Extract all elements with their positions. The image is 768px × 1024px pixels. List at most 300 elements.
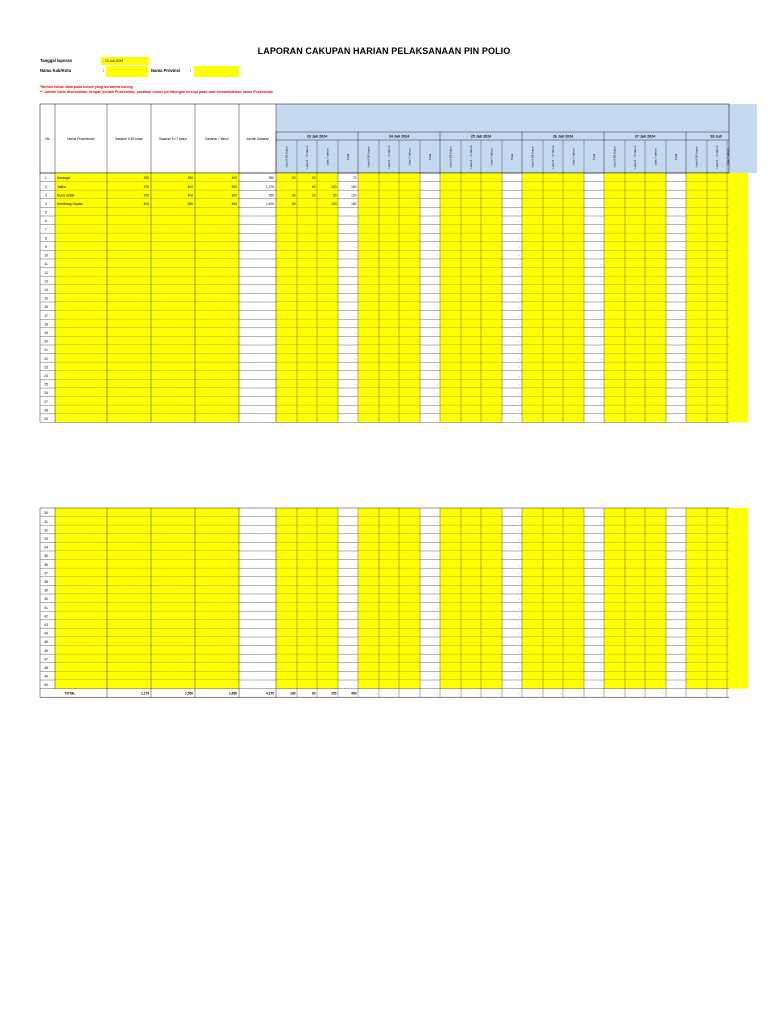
daily-input-cell[interactable] <box>276 551 297 560</box>
daily-input-cell[interactable] <box>707 242 727 251</box>
input-cells[interactable] <box>55 628 239 637</box>
daily-input-cell[interactable] <box>522 611 543 620</box>
daily-input-cell[interactable] <box>604 388 625 397</box>
input-cells[interactable] <box>55 371 239 380</box>
daily-input-cell[interactable] <box>686 173 707 182</box>
daily-input-cell[interactable] <box>379 371 399 380</box>
daily-input-cell[interactable] <box>461 405 481 414</box>
daily-input-cell[interactable] <box>461 551 481 560</box>
daily-input-cell[interactable] <box>481 293 502 302</box>
daily-input-cell[interactable] <box>707 646 727 655</box>
daily-input-cell[interactable] <box>645 225 666 234</box>
daily-input-cell[interactable] <box>297 611 317 620</box>
daily-input-cell[interactable] <box>276 268 297 277</box>
daily-input-cell[interactable] <box>297 328 317 337</box>
daily-input-cell[interactable] <box>440 285 461 294</box>
daily-input-cell[interactable] <box>522 311 543 320</box>
daily-input-cell[interactable] <box>727 568 748 577</box>
daily-input-cell[interactable] <box>481 259 502 268</box>
daily-input-cell[interactable] <box>563 508 584 517</box>
daily-input-cell[interactable] <box>522 663 543 672</box>
daily-input-cell[interactable] <box>625 182 645 191</box>
daily-input-cell[interactable] <box>276 680 297 689</box>
daily-input-cell[interactable] <box>399 620 420 629</box>
daily-input-cell[interactable] <box>645 190 666 199</box>
daily-input-cell[interactable] <box>686 233 707 242</box>
daily-input-cell[interactable] <box>379 362 399 371</box>
daily-input-cell[interactable] <box>727 216 748 225</box>
daily-input-cell[interactable] <box>604 542 625 551</box>
daily-input-cell[interactable] <box>399 654 420 663</box>
input-cells[interactable] <box>55 637 239 646</box>
daily-input-cell[interactable] <box>399 173 420 182</box>
daily-input-cell[interactable] <box>297 680 317 689</box>
daily-input-cell[interactable] <box>727 542 748 551</box>
daily-input-cell[interactable] <box>707 345 727 354</box>
daily-input-cell[interactable] <box>317 328 338 337</box>
input-cells[interactable] <box>55 388 239 397</box>
daily-input-cell[interactable] <box>543 242 563 251</box>
input-cells[interactable] <box>55 336 239 345</box>
daily-input-cell[interactable] <box>276 242 297 251</box>
daily-input-cell[interactable] <box>399 362 420 371</box>
daily-input-cell[interactable] <box>686 414 707 423</box>
daily-input-cell[interactable] <box>317 311 338 320</box>
input-cells[interactable] <box>55 285 239 294</box>
daily-input-cell[interactable] <box>481 585 502 594</box>
daily-input-cell[interactable] <box>727 293 748 302</box>
daily-input-cell[interactable] <box>399 680 420 689</box>
daily-input-cell[interactable] <box>686 405 707 414</box>
daily-input-cell[interactable] <box>461 646 481 655</box>
daily-input-cell[interactable] <box>379 173 399 182</box>
daily-input-cell[interactable] <box>440 560 461 569</box>
daily-input-cell[interactable] <box>604 671 625 680</box>
daily-input-cell[interactable] <box>707 671 727 680</box>
daily-input-cell[interactable] <box>481 199 502 208</box>
daily-input-cell[interactable] <box>543 534 563 543</box>
daily-input-cell[interactable] <box>317 646 338 655</box>
daily-input-cell[interactable] <box>522 276 543 285</box>
daily-input-cell[interactable] <box>379 560 399 569</box>
daily-input-cell[interactable] <box>522 293 543 302</box>
daily-input-cell[interactable] <box>563 173 584 182</box>
daily-input-cell[interactable] <box>317 594 338 603</box>
daily-input-cell[interactable] <box>276 542 297 551</box>
daily-input-cell[interactable] <box>379 259 399 268</box>
daily-input-cell[interactable] <box>461 242 481 251</box>
daily-input-cell[interactable] <box>563 354 584 363</box>
daily-input-cell[interactable] <box>276 276 297 285</box>
daily-input-cell[interactable] <box>317 354 338 363</box>
daily-input-cell[interactable] <box>481 302 502 311</box>
daily-input-cell[interactable] <box>563 182 584 191</box>
daily-input-cell[interactable] <box>522 207 543 216</box>
daily-input-cell[interactable] <box>440 637 461 646</box>
daily-input-cell[interactable] <box>604 268 625 277</box>
daily-input-cell[interactable] <box>379 508 399 517</box>
daily-input-cell[interactable] <box>727 654 748 663</box>
daily-input-cell[interactable] <box>645 620 666 629</box>
daily-input-cell[interactable] <box>379 637 399 646</box>
daily-input-cell[interactable] <box>727 225 748 234</box>
daily-input-cell[interactable] <box>686 397 707 406</box>
daily-input-cell[interactable] <box>440 594 461 603</box>
daily-input-cell[interactable] <box>481 525 502 534</box>
daily-input-cell[interactable] <box>543 508 563 517</box>
daily-input-cell[interactable] <box>358 336 379 345</box>
daily-input-cell[interactable] <box>625 242 645 251</box>
input-cells[interactable] <box>55 345 239 354</box>
daily-input-cell[interactable] <box>399 268 420 277</box>
daily-input-cell[interactable] <box>358 663 379 672</box>
daily-input-cell[interactable] <box>276 517 297 526</box>
daily-input-cell[interactable] <box>399 663 420 672</box>
daily-input-cell[interactable] <box>543 517 563 526</box>
daily-input-cell[interactable] <box>727 397 748 406</box>
daily-input-cell[interactable] <box>707 525 727 534</box>
daily-input-cell[interactable] <box>276 646 297 655</box>
daily-input-cell[interactable] <box>727 637 748 646</box>
daily-input-cell[interactable] <box>645 680 666 689</box>
daily-input-cell[interactable] <box>625 611 645 620</box>
daily-input-cell[interactable] <box>297 242 317 251</box>
daily-input-cell[interactable] <box>399 216 420 225</box>
daily-input-cell[interactable] <box>686 250 707 259</box>
daily-input-cell[interactable] <box>727 199 748 208</box>
input-cells[interactable] <box>55 242 239 251</box>
daily-input-cell[interactable] <box>461 302 481 311</box>
daily-input-cell[interactable] <box>317 336 338 345</box>
daily-input-cell[interactable] <box>604 242 625 251</box>
daily-input-cell[interactable] <box>297 637 317 646</box>
daily-input-cell[interactable] <box>379 654 399 663</box>
daily-input-cell[interactable] <box>297 551 317 560</box>
daily-input-cell[interactable] <box>543 414 563 423</box>
daily-input-cell[interactable] <box>461 568 481 577</box>
input-cells[interactable] <box>55 302 239 311</box>
daily-input-cell[interactable] <box>461 354 481 363</box>
daily-input-cell[interactable] <box>707 207 727 216</box>
daily-input-cell[interactable] <box>297 276 317 285</box>
daily-input-cell[interactable] <box>563 671 584 680</box>
input-cells[interactable] <box>55 259 239 268</box>
daily-input-cell[interactable] <box>707 568 727 577</box>
daily-input-cell[interactable] <box>317 293 338 302</box>
daily-input-cell[interactable] <box>379 319 399 328</box>
daily-input-cell[interactable] <box>379 302 399 311</box>
daily-input-cell[interactable] <box>563 594 584 603</box>
daily-input-cell[interactable] <box>645 414 666 423</box>
daily-input-cell[interactable] <box>522 585 543 594</box>
input-cells[interactable] <box>55 311 239 320</box>
daily-input-cell[interactable] <box>276 379 297 388</box>
daily-input-cell[interactable] <box>625 680 645 689</box>
daily-input-cell[interactable] <box>625 517 645 526</box>
daily-input-cell[interactable] <box>645 216 666 225</box>
daily-input-cell[interactable] <box>481 319 502 328</box>
daily-input-cell[interactable] <box>543 603 563 612</box>
daily-input-cell[interactable] <box>481 560 502 569</box>
daily-input-cell[interactable] <box>645 336 666 345</box>
daily-input-cell[interactable] <box>358 568 379 577</box>
daily-input-cell[interactable] <box>379 646 399 655</box>
daily-input-cell[interactable] <box>297 577 317 586</box>
daily-input-cell[interactable] <box>461 207 481 216</box>
daily-input-cell[interactable] <box>276 414 297 423</box>
daily-input-cell[interactable] <box>686 611 707 620</box>
daily-input-cell[interactable] <box>543 637 563 646</box>
daily-input-cell[interactable] <box>461 190 481 199</box>
daily-input-cell[interactable] <box>358 190 379 199</box>
daily-input-cell[interactable] <box>461 285 481 294</box>
daily-input-cell[interactable] <box>707 225 727 234</box>
daily-input-cell[interactable] <box>522 594 543 603</box>
daily-input-cell[interactable] <box>481 354 502 363</box>
daily-input-cell[interactable] <box>543 388 563 397</box>
daily-input-cell[interactable] <box>645 388 666 397</box>
daily-input-cell[interactable] <box>358 525 379 534</box>
daily-input-cell[interactable] <box>440 173 461 182</box>
daily-input-cell[interactable] <box>604 207 625 216</box>
daily-input-cell[interactable] <box>440 585 461 594</box>
daily-input-cell[interactable] <box>461 216 481 225</box>
daily-input-cell[interactable] <box>522 336 543 345</box>
daily-input-cell[interactable] <box>399 577 420 586</box>
daily-input-cell[interactable] <box>563 311 584 320</box>
daily-input-cell[interactable] <box>686 620 707 629</box>
input-cells[interactable] <box>55 405 239 414</box>
daily-input-cell[interactable] <box>358 268 379 277</box>
daily-input-cell[interactable] <box>440 551 461 560</box>
daily-input-cell[interactable] <box>563 362 584 371</box>
daily-input-cell[interactable] <box>604 628 625 637</box>
daily-input-cell[interactable] <box>625 414 645 423</box>
daily-input-cell[interactable] <box>481 551 502 560</box>
daily-input-cell[interactable] <box>358 362 379 371</box>
input-cells[interactable] <box>55 611 239 620</box>
daily-input-cell[interactable] <box>481 233 502 242</box>
daily-input-cell[interactable] <box>543 225 563 234</box>
daily-input-cell[interactable] <box>317 216 338 225</box>
daily-input-cell[interactable] <box>625 654 645 663</box>
daily-input-cell[interactable] <box>481 637 502 646</box>
daily-input-cell[interactable] <box>317 250 338 259</box>
daily-input-cell[interactable] <box>604 371 625 380</box>
daily-input-cell[interactable] <box>686 268 707 277</box>
daily-input-cell[interactable] <box>440 680 461 689</box>
daily-input-cell[interactable] <box>645 173 666 182</box>
daily-input-cell[interactable] <box>276 345 297 354</box>
daily-input-cell[interactable] <box>645 311 666 320</box>
daily-input-cell[interactable] <box>563 585 584 594</box>
daily-input-cell[interactable] <box>481 517 502 526</box>
daily-input-cell[interactable] <box>604 233 625 242</box>
daily-input-cell[interactable] <box>276 285 297 294</box>
daily-input-cell[interactable] <box>625 216 645 225</box>
daily-input-cell[interactable] <box>645 654 666 663</box>
daily-input-cell[interactable] <box>481 594 502 603</box>
input-cells[interactable] <box>55 551 239 560</box>
input-cells[interactable] <box>55 534 239 543</box>
daily-input-cell[interactable] <box>461 362 481 371</box>
daily-input-cell[interactable] <box>379 285 399 294</box>
daily-input-cell[interactable] <box>707 405 727 414</box>
daily-input-cell[interactable] <box>399 405 420 414</box>
input-cells[interactable] <box>55 663 239 672</box>
daily-input-cell[interactable] <box>276 397 297 406</box>
daily-input-cell[interactable] <box>440 207 461 216</box>
input-cells[interactable] <box>55 517 239 526</box>
daily-input-cell[interactable] <box>399 388 420 397</box>
daily-input-cell[interactable] <box>604 517 625 526</box>
daily-input-cell[interactable] <box>358 414 379 423</box>
daily-input-cell[interactable] <box>276 628 297 637</box>
daily-input-cell[interactable] <box>399 259 420 268</box>
daily-input-cell[interactable] <box>276 568 297 577</box>
daily-input-cell[interactable] <box>522 259 543 268</box>
daily-input-cell[interactable] <box>686 663 707 672</box>
daily-input-cell[interactable] <box>358 259 379 268</box>
daily-input-cell[interactable] <box>522 190 543 199</box>
daily-input-cell[interactable] <box>707 199 727 208</box>
daily-input-cell[interactable] <box>522 345 543 354</box>
daily-input-cell[interactable] <box>522 397 543 406</box>
input-cells[interactable] <box>55 354 239 363</box>
daily-input-cell[interactable] <box>686 577 707 586</box>
daily-input-cell[interactable] <box>686 302 707 311</box>
daily-input-cell[interactable] <box>522 551 543 560</box>
daily-input-cell[interactable] <box>563 525 584 534</box>
daily-input-cell[interactable] <box>440 508 461 517</box>
daily-input-cell[interactable] <box>379 268 399 277</box>
daily-input-cell[interactable] <box>625 560 645 569</box>
daily-input-cell[interactable] <box>481 405 502 414</box>
daily-input-cell[interactable] <box>481 285 502 294</box>
daily-input-cell[interactable] <box>707 397 727 406</box>
daily-input-cell[interactable] <box>440 525 461 534</box>
daily-input-cell[interactable] <box>727 336 748 345</box>
daily-input-cell[interactable] <box>645 293 666 302</box>
daily-input-cell[interactable] <box>604 302 625 311</box>
daily-input-cell[interactable] <box>543 328 563 337</box>
daily-input-cell[interactable] <box>625 525 645 534</box>
daily-input-cell[interactable] <box>379 585 399 594</box>
daily-input-cell[interactable] <box>543 216 563 225</box>
daily-input-cell[interactable] <box>399 250 420 259</box>
daily-input-cell[interactable] <box>399 379 420 388</box>
daily-input-cell[interactable] <box>543 594 563 603</box>
daily-input-cell[interactable] <box>461 637 481 646</box>
daily-input-cell[interactable] <box>604 199 625 208</box>
daily-input-cell[interactable] <box>317 242 338 251</box>
input-cells[interactable] <box>55 603 239 612</box>
daily-input-cell[interactable] <box>440 225 461 234</box>
daily-input-cell[interactable] <box>686 371 707 380</box>
daily-input-cell[interactable] <box>358 173 379 182</box>
daily-input-cell[interactable] <box>379 250 399 259</box>
daily-input-cell[interactable] <box>604 560 625 569</box>
daily-input-cell[interactable] <box>686 216 707 225</box>
input-cells[interactable] <box>55 508 239 517</box>
daily-input-cell[interactable] <box>727 414 748 423</box>
daily-input-cell[interactable] <box>297 628 317 637</box>
daily-input-cell[interactable] <box>276 311 297 320</box>
daily-input-cell[interactable] <box>297 405 317 414</box>
daily-input-cell[interactable] <box>358 276 379 285</box>
daily-input-cell[interactable] <box>276 371 297 380</box>
daily-input-cell[interactable] <box>707 560 727 569</box>
daily-input-cell[interactable] <box>317 611 338 620</box>
daily-input-cell[interactable] <box>481 671 502 680</box>
daily-input-cell[interactable] <box>563 216 584 225</box>
daily-input-cell[interactable] <box>563 319 584 328</box>
daily-input-cell[interactable] <box>481 680 502 689</box>
input-cells[interactable] <box>55 568 239 577</box>
daily-input-cell[interactable] <box>522 517 543 526</box>
daily-input-cell[interactable] <box>727 371 748 380</box>
daily-input-cell[interactable] <box>707 233 727 242</box>
input-cells[interactable] <box>55 207 239 216</box>
daily-input-cell[interactable] <box>543 371 563 380</box>
daily-input-cell[interactable] <box>645 285 666 294</box>
daily-input-cell[interactable] <box>379 233 399 242</box>
daily-input-cell[interactable] <box>461 517 481 526</box>
daily-input-cell[interactable] <box>358 637 379 646</box>
daily-input-cell[interactable] <box>481 620 502 629</box>
daily-input-cell[interactable] <box>461 328 481 337</box>
daily-input-cell[interactable] <box>317 680 338 689</box>
daily-input-cell[interactable] <box>317 560 338 569</box>
daily-input-cell[interactable] <box>625 199 645 208</box>
daily-input-cell[interactable] <box>645 362 666 371</box>
daily-input-cell[interactable] <box>276 388 297 397</box>
daily-input-cell[interactable] <box>522 319 543 328</box>
daily-input-cell[interactable] <box>604 525 625 534</box>
daily-input-cell[interactable] <box>604 311 625 320</box>
daily-input-cell[interactable] <box>543 551 563 560</box>
daily-input-cell[interactable] <box>276 585 297 594</box>
daily-input-cell[interactable] <box>317 371 338 380</box>
daily-input-cell[interactable] <box>522 405 543 414</box>
daily-input-cell[interactable] <box>707 388 727 397</box>
daily-input-cell[interactable] <box>276 233 297 242</box>
daily-input-cell[interactable] <box>625 362 645 371</box>
daily-input-cell[interactable] <box>317 577 338 586</box>
daily-input-cell[interactable] <box>317 517 338 526</box>
daily-input-cell[interactable] <box>686 276 707 285</box>
daily-input-cell[interactable] <box>461 199 481 208</box>
daily-input-cell[interactable] <box>604 276 625 285</box>
daily-input-cell[interactable] <box>727 362 748 371</box>
daily-input-cell[interactable] <box>358 671 379 680</box>
daily-input-cell[interactable] <box>276 637 297 646</box>
daily-input-cell[interactable] <box>440 216 461 225</box>
daily-input-cell[interactable] <box>707 414 727 423</box>
daily-input-cell[interactable] <box>399 414 420 423</box>
daily-input-cell[interactable] <box>522 173 543 182</box>
daily-input-cell[interactable] <box>563 199 584 208</box>
daily-input-cell[interactable] <box>522 603 543 612</box>
daily-input-cell[interactable] <box>461 276 481 285</box>
daily-input-cell[interactable] <box>543 628 563 637</box>
daily-input-cell[interactable] <box>625 268 645 277</box>
daily-input-cell[interactable] <box>358 207 379 216</box>
daily-input-cell[interactable] <box>645 508 666 517</box>
daily-input-cell[interactable] <box>563 517 584 526</box>
daily-input-cell[interactable] <box>625 663 645 672</box>
daily-input-cell[interactable] <box>379 336 399 345</box>
